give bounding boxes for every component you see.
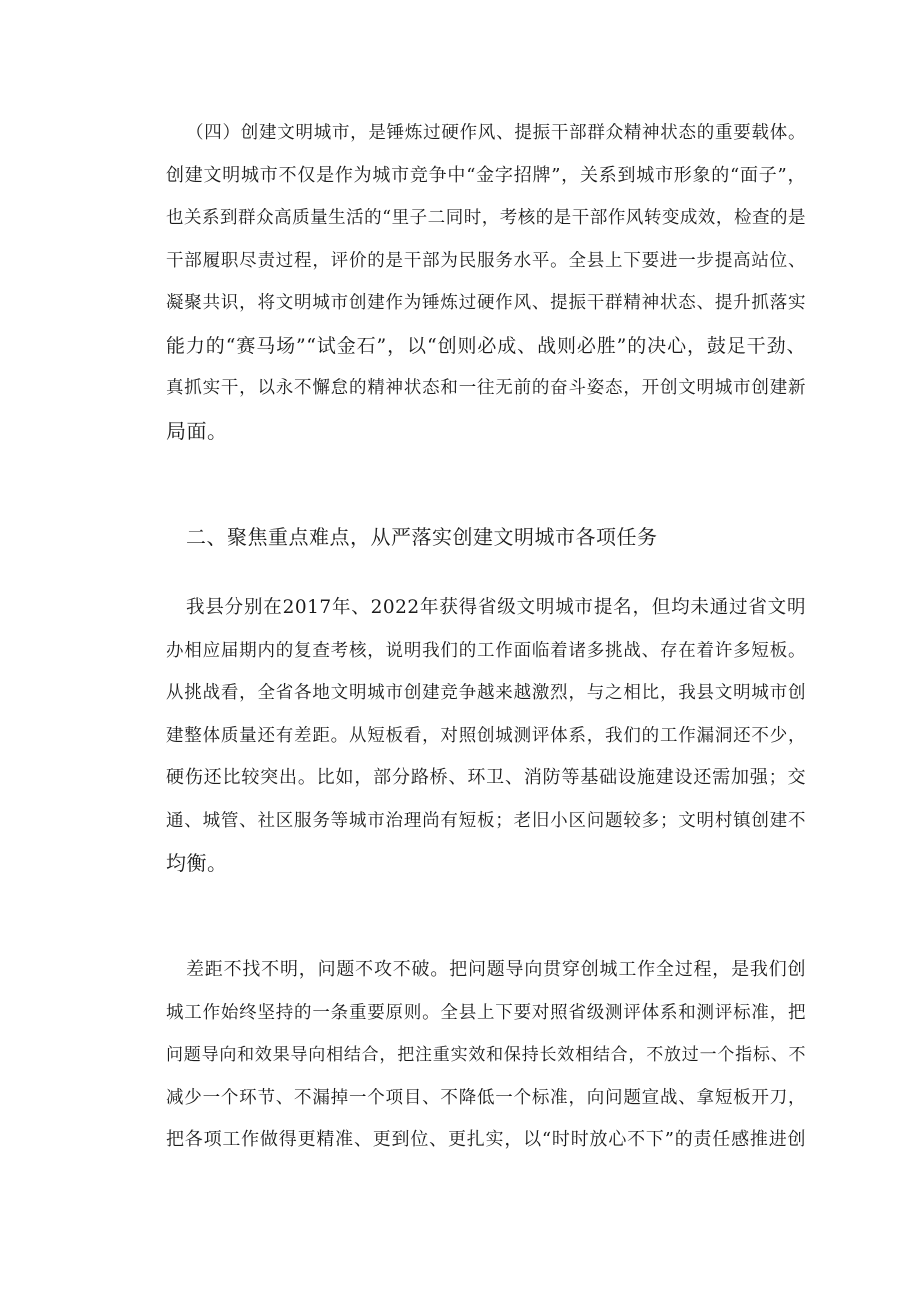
paragraph-problem-oriented: [166, 949, 806, 1162]
paragraph-line: 创建文明城市不仅是作为城市竞争中“金字招牌”，关系到城市形象的“面子”，: [166, 164, 806, 186]
paragraph-challenges: [166, 587, 806, 885]
paragraph-line: 城工作始终坚持的一条重要原则。全县上下要对照省级测评体系和测评标准，把: [166, 1002, 806, 1023]
paragraph-line: 均衡。: [166, 851, 228, 875]
paragraph-line: 真抓实干，以永不懈怠的精神状态和一往无前的奋斗姿态，开创文明城市创建新: [166, 378, 806, 398]
paragraph-line: 也关系到群众高质量生活的“里子二同时，考核的是干部作风转变成效，检查的是: [166, 208, 806, 228]
paragraph-line: 通、城管、社区服务等城市治理尚有短板；老旧小区问题较多；文明村镇创建不: [166, 810, 806, 831]
section-heading-text: 二、聚焦重点难点，从严落实创建文明城市各项任务: [186, 525, 658, 549]
paragraph-line: 我县分别在2017年、2022年获得省级文明城市提名，但均未通过省文明: [186, 597, 806, 618]
paragraph-line: （四）创建文明城市，是锤炼过硬作风、提振干部群众精神状态的重要载体。: [186, 123, 806, 143]
paragraph-line: 硬伤还比较突出。比如，部分路桥、环卫、消防等基础设施建设还需加强；交: [166, 767, 806, 788]
paragraph-line: 从挑战看，全省各地文明城市创建竞争越来越激烈，与之相比，我县文明城市创: [166, 683, 806, 703]
paragraph-line: 减少一个环节、不漏掉一个项目、不降低一个标准，向问题宣战、拿短板开刀，: [166, 1087, 806, 1108]
paragraph-line: 局面。: [166, 418, 228, 443]
paragraph-line: 能力的“赛马场”“试金石”，以“创则必成、战则必胜”的决心，鼓足干劲、: [166, 334, 806, 357]
paragraph-line: 干部履职尽责过程，评价的是干部为民服务水平。全县上下要进一步提高站位、: [166, 250, 806, 271]
section-heading: [166, 516, 806, 559]
paragraph-line: 差距不找不明，问题不攻不破。把问题导向贯穿创城工作全过程，是我们创: [186, 959, 806, 980]
paragraph-civilized-city-carrier: [166, 112, 806, 452]
paragraph-line: 建整体质量还有差距。从短板看，对照创城测评体系，我们的工作漏洞还不少，: [166, 725, 806, 746]
paragraph-line: 问题导向和效果导向相结合，把注重实效和保持长效相结合，不放过一个指标、不: [166, 1045, 806, 1065]
paragraph-line: 凝聚共识，将文明城市创建作为锤炼过硬作风、提振干群精神状态、提升抓落实: [166, 293, 806, 313]
paragraph-line: 把各项工作做得更精准、更到位、更扎实，以“时时放心不下”的责任感推进创: [166, 1129, 806, 1150]
paragraph-line: 办相应届期内的复查考核，说明我们的工作面临着诸多挑战、存在着许多短板。: [166, 640, 806, 661]
